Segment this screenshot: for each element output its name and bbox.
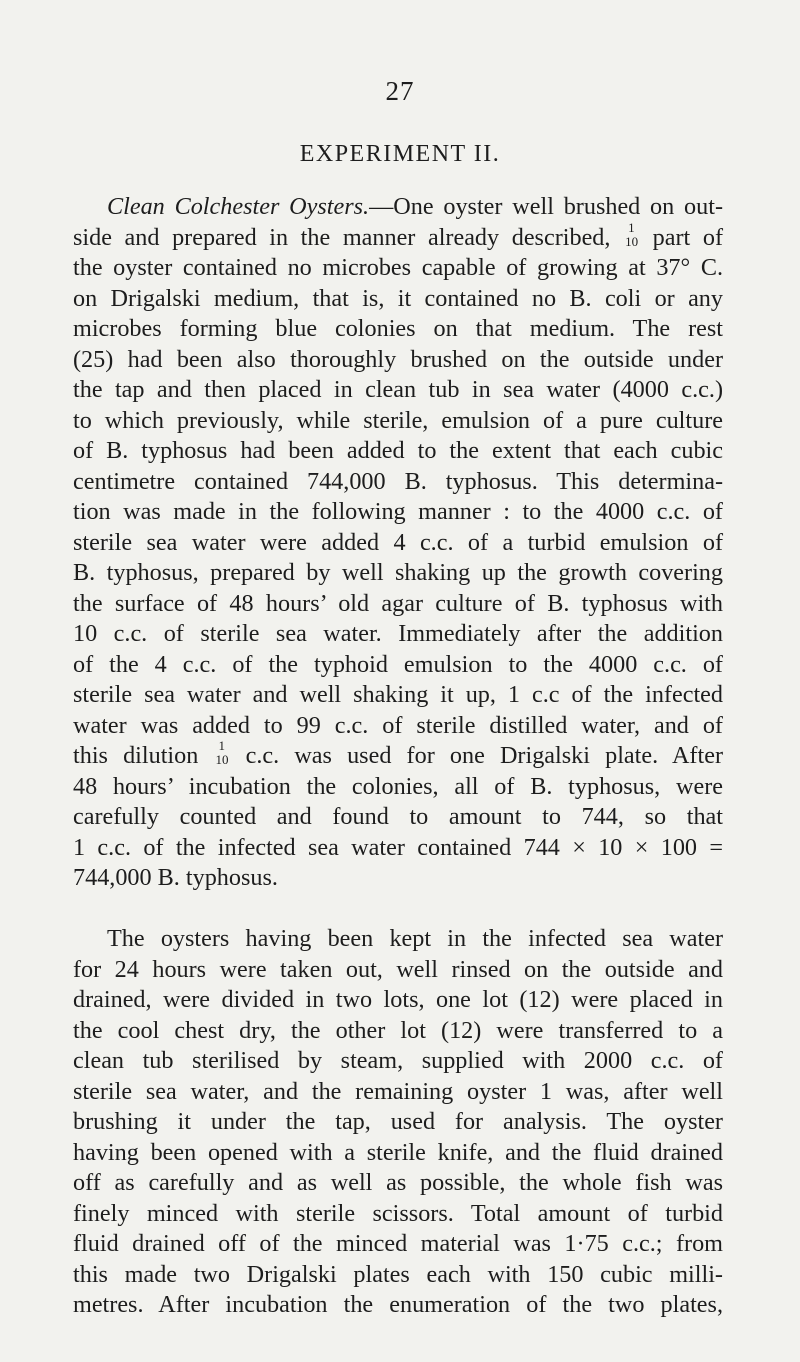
line-segment: side and prepared in the manner already described, <box>73 223 611 251</box>
lead-rest: —One oyster well brushed on out- <box>369 193 723 220</box>
text-line: sterile sea water were added 4 c.c. of a turbid emulsion of <box>73 528 723 556</box>
text-line <box>73 192 723 223</box>
text-line: 10 c.c. of sterile sea water. Immediately after the addition <box>73 620 723 647</box>
text-line: the cool chest dry, the other lot (12) were transferred to a <box>73 1016 723 1044</box>
text-line: having been opened with a sterile knife, and the fluid drained <box>73 1138 723 1166</box>
text-line: water was added to 99 c.c. of sterile distilled water, and of <box>73 711 723 739</box>
text-line: centimetre contained 744,000 B. typhosus. This determina- <box>73 467 723 495</box>
paragraph-2 <box>73 924 723 1321</box>
line-segment: c.c. was used for one Drigalski plate. After <box>245 742 723 769</box>
page-number: 27 <box>385 76 415 106</box>
text-line: of B. typhosus had been added to the extent that each cubic <box>73 437 723 464</box>
line-segment: this dilution <box>73 742 199 769</box>
text-line: for 24 hours were taken out, well rinsed on the outside and <box>73 955 723 983</box>
fraction-denominator: 10 <box>625 233 639 249</box>
text-line: brushing it under the tap, used for analysis. The oyster <box>73 1108 723 1135</box>
text-line: of the 4 c.c. of the typhoid emulsion to the 4000 c.c. of <box>73 650 723 678</box>
text-line: B. typhosus, prepared by well shaking up the growth covering <box>73 559 723 586</box>
text-line: carefully counted and found to amount to 744, so that <box>73 803 723 830</box>
text-line: The oysters having been kept in the infected sea water <box>107 925 723 952</box>
text-line: metres. After incubation the enumeration of the two plates, <box>73 1291 723 1318</box>
fraction <box>215 738 229 767</box>
text-line: to which previously, while sterile, emulsion of a pure culture <box>73 406 723 434</box>
line-segment: part of <box>652 223 724 251</box>
section-heading: EXPERIMENT II. <box>299 141 501 167</box>
text-line: clean tub sterilised by steam, supplied with 2000 c.c. of <box>73 1047 723 1074</box>
text-line: on Drigalski medium, that is, it contained no B. coli or any <box>73 284 723 312</box>
text-line: (25) had been also thoroughly brushed on the outside under <box>73 345 723 373</box>
text-line: tion was made in the following manner : to the 4000 c.c. of <box>73 498 723 525</box>
text-line: the tap and then placed in clean tub in sea water (4000 c.c.) <box>73 376 723 403</box>
text-line: 744,000 B. typhosus. <box>73 864 278 891</box>
fraction-numerator: 1 <box>218 738 225 753</box>
paragraph-1 <box>73 192 723 894</box>
text-line: sterile sea water and well shaking it up, 1 c.c of the infected <box>73 681 723 708</box>
text-line: sterile sea water, and the remaining oyster 1 was, after well <box>73 1077 723 1105</box>
italic-lead: Clean Colchester Oysters. <box>107 193 370 220</box>
fraction-numerator: 1 <box>628 219 635 235</box>
text-line: 1 c.c. of the infected sea water contained 744 × 10 × 100 = <box>73 833 723 861</box>
text-line: finely minced with sterile scissors. Total amount of turbid <box>73 1199 723 1227</box>
text-line: the oyster contained no microbes capable of growing at 37° C. <box>73 254 723 281</box>
fraction-denominator: 10 <box>215 752 229 767</box>
text-line: the surface of 48 hours’ old agar culture of B. typhosus with <box>73 589 723 617</box>
fraction <box>625 219 639 249</box>
text-line: this made two Drigalski plates each with 150 cubic milli- <box>73 1260 723 1288</box>
text-line <box>73 738 723 772</box>
text-line: off as carefully and as well as possible, the whole fish was <box>73 1169 723 1196</box>
text-line: 48 hours’ incubation the colonies, all of B. typhosus, were <box>73 772 723 800</box>
text-line: fluid drained off of the minced material was 1·75 c.c.; from <box>73 1230 723 1257</box>
text-line <box>73 219 724 254</box>
text-line: microbes forming blue colonies on that medium. The rest <box>73 315 723 342</box>
text-line: drained, were divided in two lots, one lot (12) were placed in <box>73 986 723 1013</box>
